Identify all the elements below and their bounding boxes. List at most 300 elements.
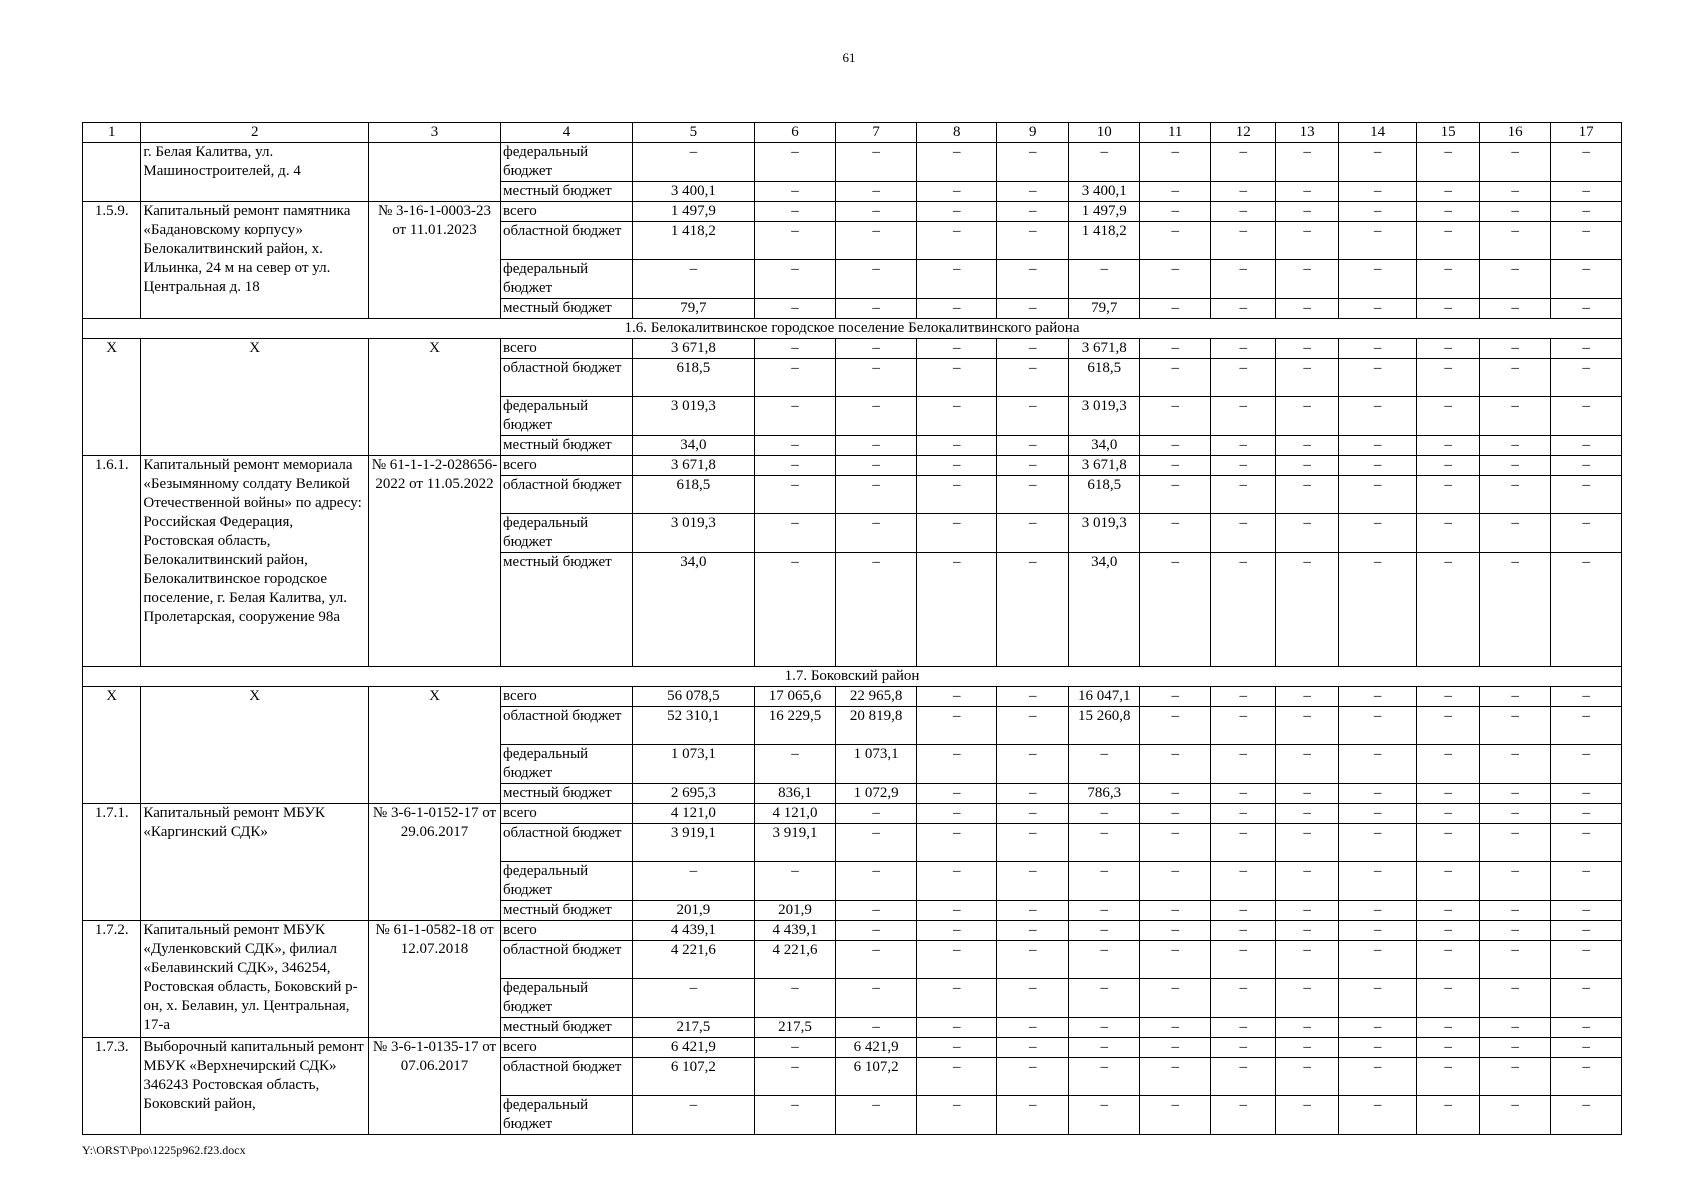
funding-source: федеральный бюджет [500, 260, 632, 299]
value-col-17: – [1551, 456, 1622, 476]
value-col-12: – [1210, 804, 1275, 824]
value-col-9: – [997, 921, 1069, 941]
value-col-15: – [1417, 979, 1479, 1018]
value-col-9: – [997, 299, 1069, 319]
value-col-9: – [997, 707, 1069, 745]
item-number [83, 143, 141, 202]
value-col-10: – [1068, 1058, 1140, 1096]
value-col-14: – [1338, 745, 1417, 784]
value-col-14: – [1338, 1058, 1417, 1096]
funding-source: федеральный бюджет [500, 514, 632, 553]
value-col-8: – [916, 804, 997, 824]
value-col-8: – [916, 1058, 997, 1096]
header-cell-3: 3 [369, 123, 501, 143]
value-col-13: – [1276, 745, 1338, 784]
value-col-14: – [1338, 979, 1417, 1018]
value-col-6: 836,1 [754, 784, 836, 804]
value-col-16: – [1479, 745, 1551, 784]
value-col-15: – [1417, 339, 1479, 359]
value-col-10: 618,5 [1068, 476, 1140, 514]
value-col-7: – [836, 456, 917, 476]
table-row [83, 921, 1622, 941]
item-number: X [83, 687, 141, 804]
value-col-10: – [1068, 804, 1140, 824]
value-col-12: – [1210, 1096, 1275, 1135]
value-col-17: – [1551, 260, 1622, 299]
value-col-14: – [1338, 182, 1417, 202]
value-col-11: – [1140, 182, 1211, 202]
value-col-15: – [1417, 182, 1479, 202]
value-col-13: – [1276, 921, 1338, 941]
item-name: Капитальный ремонт памятника «Бадановскому корпусу» Белокалитвинский район, х. Ильинка, 24 м на север от ул. Центральная д. 18 [141, 202, 369, 319]
header-cell-4: 4 [500, 123, 632, 143]
value-col-9: – [997, 260, 1069, 299]
value-col-6: 17 065,6 [754, 687, 836, 707]
value-col-11: – [1140, 359, 1211, 397]
value-col-9: – [997, 182, 1069, 202]
funding-source: федеральный бюджет [500, 979, 632, 1018]
value-col-5: 3 400,1 [632, 182, 754, 202]
value-col-15: – [1417, 299, 1479, 319]
value-col-9: – [997, 202, 1069, 222]
value-col-5: 6 421,9 [632, 1038, 754, 1058]
value-col-17: – [1551, 436, 1622, 456]
value-col-5: 4 439,1 [632, 921, 754, 941]
value-col-12: – [1210, 476, 1275, 514]
value-col-11: – [1140, 299, 1211, 319]
value-col-10: 786,3 [1068, 784, 1140, 804]
value-col-15: – [1417, 260, 1479, 299]
value-col-10: 3 671,8 [1068, 456, 1140, 476]
value-col-16: – [1479, 476, 1551, 514]
funding-source: местный бюджет [500, 182, 632, 202]
value-col-15: – [1417, 1018, 1479, 1038]
value-col-5: 3 019,3 [632, 397, 754, 436]
value-col-6: – [754, 339, 836, 359]
value-col-10: – [1068, 143, 1140, 182]
value-col-8: – [916, 359, 997, 397]
value-col-16: – [1479, 824, 1551, 862]
value-col-10: – [1068, 1038, 1140, 1058]
table-row [83, 339, 1622, 359]
value-col-11: – [1140, 339, 1211, 359]
value-col-5: 34,0 [632, 436, 754, 456]
value-col-9: – [997, 222, 1069, 260]
value-col-11: – [1140, 941, 1211, 979]
value-col-9: – [997, 784, 1069, 804]
value-col-16: – [1479, 1038, 1551, 1058]
value-col-17: – [1551, 143, 1622, 182]
value-col-10: 79,7 [1068, 299, 1140, 319]
value-col-12: – [1210, 222, 1275, 260]
value-col-15: – [1417, 222, 1479, 260]
value-col-11: – [1140, 1018, 1211, 1038]
table-row [83, 202, 1622, 222]
funding-source: областной бюджет [500, 941, 632, 979]
value-col-7: – [836, 397, 917, 436]
item-name: Выборочный капитальный ремонт МБУК «Верхнечирский СДК» 346243 Ростовская область, Боковский район, [141, 1038, 369, 1135]
value-col-7: 1 073,1 [836, 745, 917, 784]
value-col-12: – [1210, 339, 1275, 359]
value-col-15: – [1417, 1038, 1479, 1058]
value-col-13: – [1276, 436, 1338, 456]
value-col-17: – [1551, 979, 1622, 1018]
value-col-11: – [1140, 1038, 1211, 1058]
value-col-5: 3 019,3 [632, 514, 754, 553]
value-col-15: – [1417, 862, 1479, 901]
value-col-7: – [836, 359, 917, 397]
value-col-13: – [1276, 202, 1338, 222]
value-col-6: 4 121,0 [754, 804, 836, 824]
section-row [83, 319, 1622, 339]
value-col-11: – [1140, 143, 1211, 182]
value-col-16: – [1479, 514, 1551, 553]
value-col-14: – [1338, 707, 1417, 745]
value-col-11: – [1140, 745, 1211, 784]
header-cell-12: 12 [1210, 123, 1275, 143]
value-col-14: – [1338, 941, 1417, 979]
value-col-6: – [754, 182, 836, 202]
value-col-8: – [916, 397, 997, 436]
value-col-16: – [1479, 222, 1551, 260]
value-col-12: – [1210, 202, 1275, 222]
value-col-5: – [632, 260, 754, 299]
value-col-7: – [836, 222, 917, 260]
value-col-8: – [916, 707, 997, 745]
footer-path: Y:\ORST\Ppo\1225p962.f23.docx [82, 1143, 246, 1157]
item-document: № 61-1-0582-18 от 12.07.2018 [369, 921, 501, 1038]
funding-source: федеральный бюджет [500, 745, 632, 784]
value-col-11: – [1140, 804, 1211, 824]
value-col-5: 34,0 [632, 553, 754, 667]
funding-source: всего [500, 804, 632, 824]
value-col-6: 4 221,6 [754, 941, 836, 979]
value-col-9: – [997, 1096, 1069, 1135]
value-col-7: – [836, 553, 917, 667]
value-col-13: – [1276, 299, 1338, 319]
value-col-12: – [1210, 436, 1275, 456]
value-col-8: – [916, 299, 997, 319]
value-col-6: – [754, 979, 836, 1018]
value-col-7: – [836, 476, 917, 514]
value-col-7: – [836, 824, 917, 862]
section-title: 1.7. Боковский район [83, 667, 1622, 687]
value-col-8: – [916, 143, 997, 182]
value-col-8: – [916, 1038, 997, 1058]
value-col-8: – [916, 862, 997, 901]
value-col-16: – [1479, 436, 1551, 456]
value-col-15: – [1417, 707, 1479, 745]
value-col-16: – [1479, 182, 1551, 202]
value-col-12: – [1210, 784, 1275, 804]
value-col-11: – [1140, 687, 1211, 707]
value-col-9: – [997, 941, 1069, 979]
value-col-6: – [754, 745, 836, 784]
value-col-6: 3 919,1 [754, 824, 836, 862]
funding-source: всего [500, 202, 632, 222]
value-col-11: – [1140, 202, 1211, 222]
value-col-10: – [1068, 862, 1140, 901]
value-col-17: – [1551, 359, 1622, 397]
value-col-16: – [1479, 921, 1551, 941]
value-col-7: 22 965,8 [836, 687, 917, 707]
value-col-9: – [997, 745, 1069, 784]
value-col-10: – [1068, 824, 1140, 862]
value-col-8: – [916, 476, 997, 514]
value-col-9: – [997, 804, 1069, 824]
value-col-16: – [1479, 941, 1551, 979]
funding-source: местный бюджет [500, 901, 632, 921]
value-col-13: – [1276, 260, 1338, 299]
value-col-9: – [997, 553, 1069, 667]
value-col-16: – [1479, 299, 1551, 319]
value-col-11: – [1140, 979, 1211, 1018]
value-col-6: – [754, 514, 836, 553]
value-col-13: – [1276, 222, 1338, 260]
value-col-12: – [1210, 553, 1275, 667]
header-cell-16: 16 [1479, 123, 1551, 143]
value-col-10: 3 019,3 [1068, 397, 1140, 436]
value-col-17: – [1551, 1018, 1622, 1038]
value-col-10: 34,0 [1068, 553, 1140, 667]
value-col-14: – [1338, 1096, 1417, 1135]
value-col-6: – [754, 202, 836, 222]
value-col-13: – [1276, 182, 1338, 202]
item-number: 1.7.3. [83, 1038, 141, 1135]
value-col-15: – [1417, 143, 1479, 182]
value-col-7: – [836, 804, 917, 824]
value-col-17: – [1551, 182, 1622, 202]
value-col-6: – [754, 862, 836, 901]
value-col-13: – [1276, 359, 1338, 397]
value-col-14: – [1338, 436, 1417, 456]
value-col-8: – [916, 941, 997, 979]
value-col-13: – [1276, 1058, 1338, 1096]
funding-source: областной бюджет [500, 1058, 632, 1096]
item-document [369, 143, 501, 202]
value-col-10: – [1068, 260, 1140, 299]
value-col-8: – [916, 182, 997, 202]
value-col-13: – [1276, 1038, 1338, 1058]
value-col-14: – [1338, 784, 1417, 804]
value-col-8: – [916, 784, 997, 804]
value-col-14: – [1338, 299, 1417, 319]
value-col-5: – [632, 862, 754, 901]
value-col-9: – [997, 514, 1069, 553]
funding-source: областной бюджет [500, 359, 632, 397]
item-name: Капитальный ремонт МБУК «Дуленковский СДК», филиал «Белавинский СДК», 346254, Ростовская область, Боковский р-он, х. Белавин, ул. Центральная, 17-а [141, 921, 369, 1038]
value-col-9: – [997, 397, 1069, 436]
value-col-8: – [916, 553, 997, 667]
value-col-15: – [1417, 1058, 1479, 1096]
value-col-17: – [1551, 824, 1622, 862]
value-col-7: 1 072,9 [836, 784, 917, 804]
value-col-12: – [1210, 1038, 1275, 1058]
value-col-14: – [1338, 1018, 1417, 1038]
value-col-11: – [1140, 397, 1211, 436]
value-col-14: – [1338, 202, 1417, 222]
value-col-12: – [1210, 979, 1275, 1018]
value-col-8: – [916, 745, 997, 784]
value-col-5: 1 418,2 [632, 222, 754, 260]
funding-source: федеральный бюджет [500, 143, 632, 182]
value-col-5: 56 078,5 [632, 687, 754, 707]
value-col-14: – [1338, 456, 1417, 476]
item-document: X [369, 339, 501, 456]
header-cell-2: 2 [141, 123, 369, 143]
value-col-17: – [1551, 804, 1622, 824]
value-col-9: – [997, 143, 1069, 182]
value-col-16: – [1479, 707, 1551, 745]
value-col-11: – [1140, 456, 1211, 476]
value-col-12: – [1210, 397, 1275, 436]
value-col-17: – [1551, 514, 1622, 553]
value-col-15: – [1417, 456, 1479, 476]
value-col-12: – [1210, 941, 1275, 979]
value-col-9: – [997, 687, 1069, 707]
value-col-9: – [997, 1038, 1069, 1058]
value-col-16: – [1479, 1018, 1551, 1038]
value-col-11: – [1140, 436, 1211, 456]
item-number: 1.5.9. [83, 202, 141, 319]
value-col-15: – [1417, 804, 1479, 824]
value-col-9: – [997, 436, 1069, 456]
value-col-6: 201,9 [754, 901, 836, 921]
value-col-14: – [1338, 553, 1417, 667]
value-col-15: – [1417, 553, 1479, 667]
value-col-9: – [997, 862, 1069, 901]
page-number: 61 [842, 50, 856, 65]
value-col-16: – [1479, 1058, 1551, 1096]
value-col-8: – [916, 901, 997, 921]
value-col-13: – [1276, 784, 1338, 804]
value-col-10: 16 047,1 [1068, 687, 1140, 707]
value-col-16: – [1479, 143, 1551, 182]
value-col-12: – [1210, 745, 1275, 784]
value-col-12: – [1210, 514, 1275, 553]
value-col-5: 4 221,6 [632, 941, 754, 979]
value-col-13: – [1276, 553, 1338, 667]
value-col-7: – [836, 202, 917, 222]
value-col-6: – [754, 1038, 836, 1058]
item-number: 1.7.1. [83, 804, 141, 921]
value-col-5: – [632, 143, 754, 182]
value-col-12: – [1210, 687, 1275, 707]
value-col-8: – [916, 824, 997, 862]
value-col-17: – [1551, 921, 1622, 941]
value-col-17: – [1551, 397, 1622, 436]
value-col-14: – [1338, 824, 1417, 862]
value-col-8: – [916, 339, 997, 359]
value-col-14: – [1338, 397, 1417, 436]
value-col-15: – [1417, 359, 1479, 397]
value-col-7: – [836, 182, 917, 202]
value-col-5: 3 919,1 [632, 824, 754, 862]
funding-source: местный бюджет [500, 299, 632, 319]
value-col-13: – [1276, 941, 1338, 979]
value-col-5: 79,7 [632, 299, 754, 319]
value-col-8: – [916, 260, 997, 299]
value-col-17: – [1551, 901, 1622, 921]
value-col-6: – [754, 260, 836, 299]
value-col-16: – [1479, 339, 1551, 359]
value-col-10: 1 418,2 [1068, 222, 1140, 260]
value-col-17: – [1551, 745, 1622, 784]
value-col-7: – [836, 299, 917, 319]
value-col-10: 618,5 [1068, 359, 1140, 397]
funding-source: всего [500, 687, 632, 707]
value-col-5: 6 107,2 [632, 1058, 754, 1096]
value-col-17: – [1551, 339, 1622, 359]
value-col-10: 15 260,8 [1068, 707, 1140, 745]
value-col-13: – [1276, 476, 1338, 514]
funding-source: всего [500, 456, 632, 476]
funding-source: областной бюджет [500, 707, 632, 745]
value-col-7: – [836, 339, 917, 359]
table-row [83, 143, 1622, 182]
value-col-12: – [1210, 901, 1275, 921]
value-col-11: – [1140, 222, 1211, 260]
value-col-12: – [1210, 1058, 1275, 1096]
value-col-5: 4 121,0 [632, 804, 754, 824]
item-name: Капитальный ремонт МБУК «Каргинский СДК» [141, 804, 369, 921]
value-col-12: – [1210, 143, 1275, 182]
header-cell-17: 17 [1551, 123, 1622, 143]
funding-source: областной бюджет [500, 222, 632, 260]
value-col-17: – [1551, 1038, 1622, 1058]
value-col-15: – [1417, 824, 1479, 862]
value-col-5: 217,5 [632, 1018, 754, 1038]
item-number: 1.6.1. [83, 456, 141, 667]
value-col-10: – [1068, 745, 1140, 784]
value-col-11: – [1140, 862, 1211, 901]
value-col-15: – [1417, 436, 1479, 456]
value-col-9: – [997, 339, 1069, 359]
value-col-16: – [1479, 456, 1551, 476]
funding-source: всего [500, 1038, 632, 1058]
funding-source: местный бюджет [500, 553, 632, 667]
value-col-6: – [754, 222, 836, 260]
value-col-6: – [754, 397, 836, 436]
value-col-5: – [632, 979, 754, 1018]
value-col-12: – [1210, 359, 1275, 397]
value-col-10: – [1068, 1018, 1140, 1038]
value-col-12: – [1210, 862, 1275, 901]
value-col-7: – [836, 1096, 917, 1135]
value-col-11: – [1140, 901, 1211, 921]
value-col-11: – [1140, 553, 1211, 667]
value-col-7: – [836, 143, 917, 182]
table-body [83, 123, 1622, 1135]
value-col-8: – [916, 202, 997, 222]
value-col-11: – [1140, 824, 1211, 862]
value-col-15: – [1417, 202, 1479, 222]
value-col-15: – [1417, 901, 1479, 921]
value-col-16: – [1479, 901, 1551, 921]
value-col-8: – [916, 687, 997, 707]
value-col-12: – [1210, 1018, 1275, 1038]
value-col-13: – [1276, 804, 1338, 824]
value-col-8: – [916, 456, 997, 476]
item-document: № 61-1-1-2-028656-2022 от 11.05.2022 [369, 456, 501, 667]
value-col-14: – [1338, 143, 1417, 182]
value-col-6: 16 229,5 [754, 707, 836, 745]
value-col-12: – [1210, 824, 1275, 862]
value-col-14: – [1338, 514, 1417, 553]
value-col-9: – [997, 1018, 1069, 1038]
value-col-16: – [1479, 397, 1551, 436]
value-col-10: – [1068, 979, 1140, 1018]
